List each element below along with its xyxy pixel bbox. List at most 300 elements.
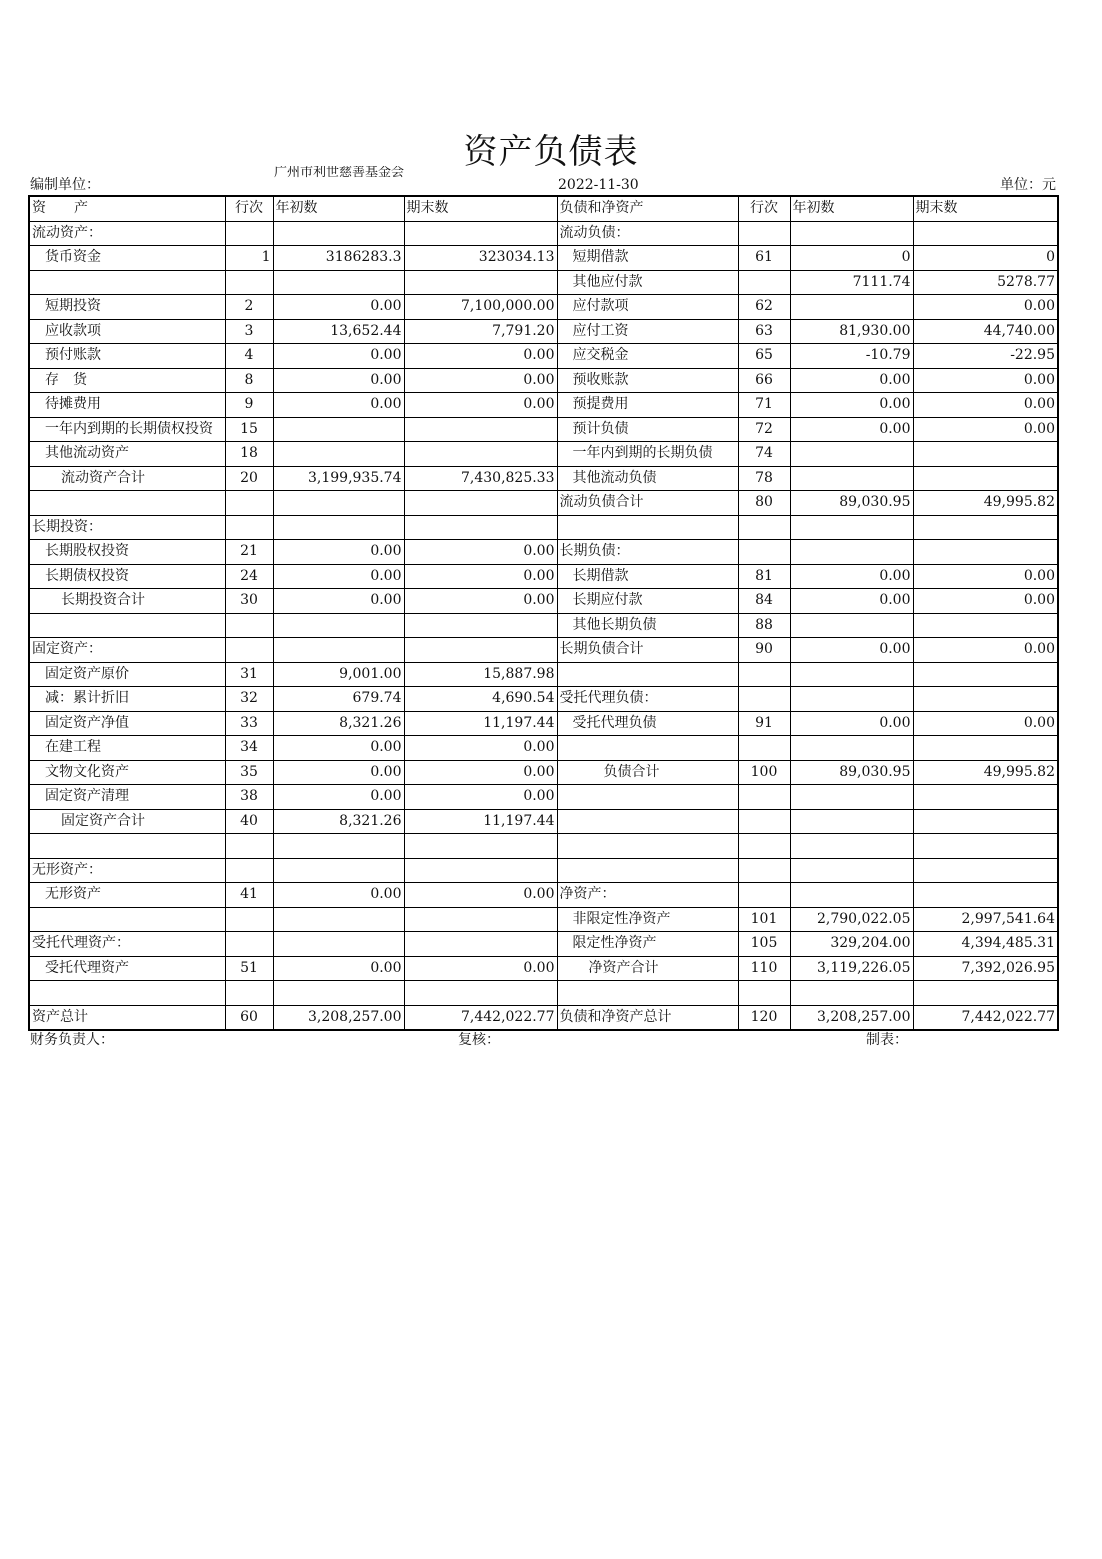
liability-end-value	[913, 613, 1058, 638]
asset-end-value: 7,100,000.00	[404, 295, 557, 320]
liability-end-value: 5278.77	[913, 270, 1058, 295]
header-line-no: 行次	[225, 196, 273, 221]
table-row	[29, 417, 1058, 442]
asset-item: 在建工程	[29, 736, 225, 761]
table-row	[29, 785, 1058, 810]
asset-begin-value: 3186283.3	[273, 246, 404, 271]
table-row	[29, 319, 1058, 344]
liability-begin-value: 89,030.95	[790, 760, 913, 785]
table-row	[29, 270, 1058, 295]
header-begin: 年初数	[273, 196, 404, 221]
liability-end-value	[913, 785, 1058, 810]
liability-begin-value	[790, 540, 913, 565]
liability-begin-value	[790, 687, 913, 712]
liability-end-value	[913, 687, 1058, 712]
table-row	[29, 613, 1058, 638]
header-begin-2: 年初数	[790, 196, 913, 221]
asset-line-no	[225, 515, 273, 540]
header-end-2: 期末数	[913, 196, 1058, 221]
liability-end-value: 0	[913, 246, 1058, 271]
asset-line-no	[225, 834, 273, 859]
liability-line-no	[738, 221, 790, 246]
liability-line-no: 91	[738, 711, 790, 736]
liability-item: 负债和净资产总计	[557, 1005, 738, 1030]
asset-begin-value	[273, 442, 404, 467]
asset-item: 待摊费用	[29, 393, 225, 418]
table-row	[29, 589, 1058, 614]
liability-item: 其他流动负债	[557, 466, 738, 491]
liability-item	[557, 662, 738, 687]
header-end: 期末数	[404, 196, 557, 221]
asset-item: 预付账款	[29, 344, 225, 369]
liability-begin-value: 0.00	[790, 393, 913, 418]
asset-line-no: 60	[225, 1005, 273, 1030]
asset-begin-value: 0.00	[273, 883, 404, 908]
asset-line-no	[225, 858, 273, 883]
liability-end-value: 7,442,022.77	[913, 1005, 1058, 1030]
asset-line-no	[225, 491, 273, 516]
liability-line-no: 90	[738, 638, 790, 663]
asset-end-value: 323034.13	[404, 246, 557, 271]
asset-end-value: 15,887.98	[404, 662, 557, 687]
table-row	[29, 540, 1058, 565]
table-row	[29, 515, 1058, 540]
table-row	[29, 834, 1058, 859]
asset-line-no	[225, 638, 273, 663]
liability-line-no	[738, 687, 790, 712]
liability-item: 长期负债合计	[557, 638, 738, 663]
asset-item: 流动资产合计	[29, 466, 225, 491]
asset-item: 存 货	[29, 368, 225, 393]
table-row	[29, 368, 1058, 393]
liability-item: 应交税金	[557, 344, 738, 369]
asset-line-no: 4	[225, 344, 273, 369]
asset-line-no: 1	[225, 246, 273, 271]
liability-item	[557, 515, 738, 540]
asset-end-value	[404, 981, 557, 1006]
asset-line-no: 2	[225, 295, 273, 320]
asset-begin-value: 0.00	[273, 295, 404, 320]
liability-end-value	[913, 442, 1058, 467]
liability-item: 流动负债合计	[557, 491, 738, 516]
asset-begin-value: 8,321.26	[273, 809, 404, 834]
liability-line-no	[738, 834, 790, 859]
asset-end-value: 0.00	[404, 393, 557, 418]
liability-line-no	[738, 981, 790, 1006]
table-row	[29, 564, 1058, 589]
liability-begin-value: 0.00	[790, 564, 913, 589]
asset-line-no: 3	[225, 319, 273, 344]
asset-begin-value: 0.00	[273, 368, 404, 393]
liability-line-no: 110	[738, 956, 790, 981]
liability-item: 长期负债：	[557, 540, 738, 565]
asset-line-no: 38	[225, 785, 273, 810]
liability-item	[557, 736, 738, 761]
liability-begin-value	[790, 736, 913, 761]
liability-end-value	[913, 883, 1058, 908]
liability-end-value	[913, 834, 1058, 859]
asset-end-value	[404, 638, 557, 663]
liability-line-no: 66	[738, 368, 790, 393]
liability-end-value: 0.00	[913, 417, 1058, 442]
table-row	[29, 491, 1058, 516]
liability-line-no	[738, 809, 790, 834]
asset-line-no	[225, 981, 273, 1006]
asset-line-no: 32	[225, 687, 273, 712]
liability-begin-value: 3,208,257.00	[790, 1005, 913, 1030]
liability-end-value	[913, 515, 1058, 540]
liability-end-value	[913, 221, 1058, 246]
liability-begin-value: 89,030.95	[790, 491, 913, 516]
table-row	[29, 662, 1058, 687]
liability-end-value: 0.00	[913, 638, 1058, 663]
asset-end-value	[404, 834, 557, 859]
asset-line-no	[225, 270, 273, 295]
asset-end-value: 0.00	[404, 736, 557, 761]
asset-line-no: 31	[225, 662, 273, 687]
liability-end-value: 0.00	[913, 564, 1058, 589]
liability-end-value: 0.00	[913, 589, 1058, 614]
header-asset: 资 产	[29, 196, 225, 221]
liability-end-value	[913, 736, 1058, 761]
liability-end-value	[913, 540, 1058, 565]
asset-end-value	[404, 515, 557, 540]
asset-begin-value: 8,321.26	[273, 711, 404, 736]
table-row	[29, 295, 1058, 320]
liability-item: 受托代理负债：	[557, 687, 738, 712]
asset-line-no	[225, 907, 273, 932]
asset-item: 受托代理资产	[29, 956, 225, 981]
liability-line-no: 78	[738, 466, 790, 491]
asset-item: 无形资产：	[29, 858, 225, 883]
asset-end-value	[404, 221, 557, 246]
table-row	[29, 221, 1058, 246]
table-row	[29, 344, 1058, 369]
liability-line-no: 105	[738, 932, 790, 957]
asset-line-no: 21	[225, 540, 273, 565]
liability-end-value: 44,740.00	[913, 319, 1058, 344]
asset-line-no: 9	[225, 393, 273, 418]
liability-end-value	[913, 809, 1058, 834]
asset-item: 货币资金	[29, 246, 225, 271]
asset-line-no: 41	[225, 883, 273, 908]
liability-item	[557, 858, 738, 883]
liability-item: 净资产：	[557, 883, 738, 908]
asset-line-no: 15	[225, 417, 273, 442]
asset-begin-value: 0.00	[273, 760, 404, 785]
asset-item: 长期债权投资	[29, 564, 225, 589]
liability-item: 预计负债	[557, 417, 738, 442]
liability-begin-value: 81,930.00	[790, 319, 913, 344]
asset-begin-value	[273, 417, 404, 442]
liability-begin-value: 0.00	[790, 711, 913, 736]
asset-item: 一年内到期的长期债权投资	[29, 417, 225, 442]
liability-begin-value	[790, 613, 913, 638]
liability-line-no	[738, 736, 790, 761]
liability-begin-value	[790, 883, 913, 908]
asset-end-value	[404, 417, 557, 442]
asset-begin-value	[273, 491, 404, 516]
liability-begin-value	[790, 662, 913, 687]
asset-item: 无形资产	[29, 883, 225, 908]
asset-end-value: 7,430,825.33	[404, 466, 557, 491]
liability-end-value: 49,995.82	[913, 760, 1058, 785]
liability-line-no	[738, 662, 790, 687]
asset-end-value	[404, 858, 557, 883]
liability-begin-value	[790, 834, 913, 859]
liability-item	[557, 834, 738, 859]
asset-end-value	[404, 932, 557, 957]
asset-begin-value: 0.00	[273, 540, 404, 565]
asset-begin-value: 0.00	[273, 589, 404, 614]
asset-begin-value: 0.00	[273, 564, 404, 589]
asset-line-no: 51	[225, 956, 273, 981]
asset-line-no: 40	[225, 809, 273, 834]
asset-begin-value: 9,001.00	[273, 662, 404, 687]
asset-line-no	[225, 613, 273, 638]
liability-line-no	[738, 270, 790, 295]
asset-end-value	[404, 613, 557, 638]
liability-item	[557, 785, 738, 810]
table-row	[29, 711, 1058, 736]
asset-item: 长期投资合计	[29, 589, 225, 614]
table-row	[29, 638, 1058, 663]
asset-item: 文物文化资产	[29, 760, 225, 785]
table-row	[29, 932, 1058, 957]
asset-item: 固定资产原价	[29, 662, 225, 687]
asset-begin-value: 0.00	[273, 736, 404, 761]
liability-line-no: 101	[738, 907, 790, 932]
asset-begin-value: 3,199,935.74	[273, 466, 404, 491]
liability-begin-value	[790, 785, 913, 810]
liability-line-no	[738, 540, 790, 565]
asset-begin-value: 0.00	[273, 785, 404, 810]
table-row	[29, 393, 1058, 418]
asset-end-value: 7,791.20	[404, 319, 557, 344]
liability-begin-value: -10.79	[790, 344, 913, 369]
liability-item: 应付款项	[557, 295, 738, 320]
asset-end-value: 11,197.44	[404, 809, 557, 834]
liability-line-no: 74	[738, 442, 790, 467]
currency-unit: 单位：元	[1000, 177, 1056, 193]
liability-item: 其他应付款	[557, 270, 738, 295]
liability-line-no: 65	[738, 344, 790, 369]
liability-begin-value	[790, 858, 913, 883]
liability-line-no: 120	[738, 1005, 790, 1030]
liability-item: 一年内到期的长期负债	[557, 442, 738, 467]
asset-item: 应收款项	[29, 319, 225, 344]
asset-end-value	[404, 491, 557, 516]
liability-begin-value	[790, 981, 913, 1006]
asset-line-no	[225, 932, 273, 957]
liability-begin-value: 0.00	[790, 589, 913, 614]
liability-begin-value	[790, 442, 913, 467]
liability-line-no	[738, 858, 790, 883]
liability-end-value	[913, 662, 1058, 687]
liability-begin-value: 7111.74	[790, 270, 913, 295]
liability-line-no: 62	[738, 295, 790, 320]
asset-item: 长期股权投资	[29, 540, 225, 565]
asset-item: 长期投资：	[29, 515, 225, 540]
balance-sheet-table	[28, 195, 1059, 1031]
table-row	[29, 956, 1058, 981]
liability-end-value: 4,394,485.31	[913, 932, 1058, 957]
liability-begin-value	[790, 809, 913, 834]
asset-end-value: 0.00	[404, 368, 557, 393]
report-date: 2022-11-30	[558, 177, 639, 193]
asset-item: 固定资产合计	[29, 809, 225, 834]
asset-item: 短期投资	[29, 295, 225, 320]
header-liability: 负债和净资产	[557, 196, 738, 221]
liability-item: 其他长期负债	[557, 613, 738, 638]
header-line-no-2: 行次	[738, 196, 790, 221]
table-row	[29, 736, 1058, 761]
liability-line-no: 81	[738, 564, 790, 589]
asset-line-no: 33	[225, 711, 273, 736]
liability-item	[557, 981, 738, 1006]
liability-end-value	[913, 981, 1058, 1006]
table-row	[29, 760, 1058, 785]
asset-line-no	[225, 221, 273, 246]
liability-item: 应付工资	[557, 319, 738, 344]
liability-begin-value: 3,119,226.05	[790, 956, 913, 981]
liability-item: 预收账款	[557, 368, 738, 393]
liability-item	[557, 809, 738, 834]
liability-end-value	[913, 858, 1058, 883]
asset-item: 其他流动资产	[29, 442, 225, 467]
table-row	[29, 466, 1058, 491]
table-row	[29, 809, 1058, 834]
asset-begin-value	[273, 638, 404, 663]
asset-begin-value	[273, 932, 404, 957]
asset-end-value: 0.00	[404, 956, 557, 981]
liability-end-value: 0.00	[913, 711, 1058, 736]
asset-item: 资产总计	[29, 1005, 225, 1030]
unit-name: 广州市利世慈善基金会	[274, 166, 404, 180]
asset-begin-value	[273, 834, 404, 859]
asset-begin-value: 0.00	[273, 393, 404, 418]
finance-head-label: 财务负责人：	[30, 1032, 114, 1048]
table-body	[29, 221, 1058, 1030]
liability-item: 流动负债：	[557, 221, 738, 246]
prepared-by-label: 制表：	[866, 1032, 908, 1048]
liability-line-no	[738, 785, 790, 810]
liability-line-no	[738, 883, 790, 908]
table-row	[29, 246, 1058, 271]
asset-end-value	[404, 907, 557, 932]
liability-item: 受托代理负债	[557, 711, 738, 736]
liability-begin-value: 329,204.00	[790, 932, 913, 957]
asset-begin-value: 3,208,257.00	[273, 1005, 404, 1030]
asset-begin-value	[273, 858, 404, 883]
asset-item	[29, 907, 225, 932]
asset-item	[29, 834, 225, 859]
liability-begin-value	[790, 221, 913, 246]
liability-begin-value: 0	[790, 246, 913, 271]
liability-end-value: 0.00	[913, 295, 1058, 320]
liability-begin-value: 0.00	[790, 368, 913, 393]
asset-begin-value: 0.00	[273, 956, 404, 981]
table-row	[29, 687, 1058, 712]
asset-line-no: 30	[225, 589, 273, 614]
liability-item: 短期借款	[557, 246, 738, 271]
liability-item: 限定性净资产	[557, 932, 738, 957]
liability-line-no	[738, 515, 790, 540]
liability-end-value	[913, 466, 1058, 491]
liability-item: 预提费用	[557, 393, 738, 418]
page-title: 资产负债表	[463, 132, 639, 172]
asset-line-no: 20	[225, 466, 273, 491]
asset-end-value: 7,442,022.77	[404, 1005, 557, 1030]
asset-item	[29, 613, 225, 638]
asset-end-value: 0.00	[404, 540, 557, 565]
asset-line-no: 18	[225, 442, 273, 467]
review-label: 复核：	[458, 1032, 500, 1048]
asset-end-value: 0.00	[404, 785, 557, 810]
asset-item: 受托代理资产：	[29, 932, 225, 957]
asset-begin-value	[273, 907, 404, 932]
asset-end-value: 4,690.54	[404, 687, 557, 712]
table-row	[29, 981, 1058, 1006]
liability-line-no: 71	[738, 393, 790, 418]
liability-line-no: 100	[738, 760, 790, 785]
asset-end-value	[404, 270, 557, 295]
asset-item	[29, 491, 225, 516]
liability-item: 净资产合计	[557, 956, 738, 981]
liability-line-no: 61	[738, 246, 790, 271]
asset-begin-value	[273, 515, 404, 540]
asset-line-no: 8	[225, 368, 273, 393]
asset-item: 固定资产净值	[29, 711, 225, 736]
liability-end-value: 0.00	[913, 368, 1058, 393]
table-row	[29, 907, 1058, 932]
asset-end-value: 0.00	[404, 344, 557, 369]
asset-line-no: 34	[225, 736, 273, 761]
asset-end-value: 0.00	[404, 760, 557, 785]
liability-line-no: 63	[738, 319, 790, 344]
liability-begin-value: 2,790,022.05	[790, 907, 913, 932]
liability-begin-value	[790, 515, 913, 540]
liability-item: 长期应付款	[557, 589, 738, 614]
liability-line-no: 80	[738, 491, 790, 516]
asset-begin-value	[273, 981, 404, 1006]
liability-end-value: 49,995.82	[913, 491, 1058, 516]
asset-item: 固定资产清理	[29, 785, 225, 810]
liability-item: 负债合计	[557, 760, 738, 785]
liability-begin-value	[790, 466, 913, 491]
asset-end-value	[404, 442, 557, 467]
asset-begin-value	[273, 221, 404, 246]
liability-line-no: 88	[738, 613, 790, 638]
asset-begin-value: 0.00	[273, 344, 404, 369]
asset-item	[29, 981, 225, 1006]
asset-item: 流动资产：	[29, 221, 225, 246]
table-row	[29, 883, 1058, 908]
table-row	[29, 858, 1058, 883]
asset-begin-value: 13,652.44	[273, 319, 404, 344]
asset-begin-value	[273, 613, 404, 638]
asset-item: 减：累计折旧	[29, 687, 225, 712]
liability-end-value: 0.00	[913, 393, 1058, 418]
table-row	[29, 442, 1058, 467]
table-row	[29, 1005, 1058, 1030]
liability-begin-value: 0.00	[790, 638, 913, 663]
header-row	[29, 196, 1058, 221]
liability-begin-value: 0.00	[790, 417, 913, 442]
asset-end-value: 0.00	[404, 589, 557, 614]
liability-end-value: 7,392,026.95	[913, 956, 1058, 981]
unit-label: 编制单位：	[30, 177, 100, 193]
